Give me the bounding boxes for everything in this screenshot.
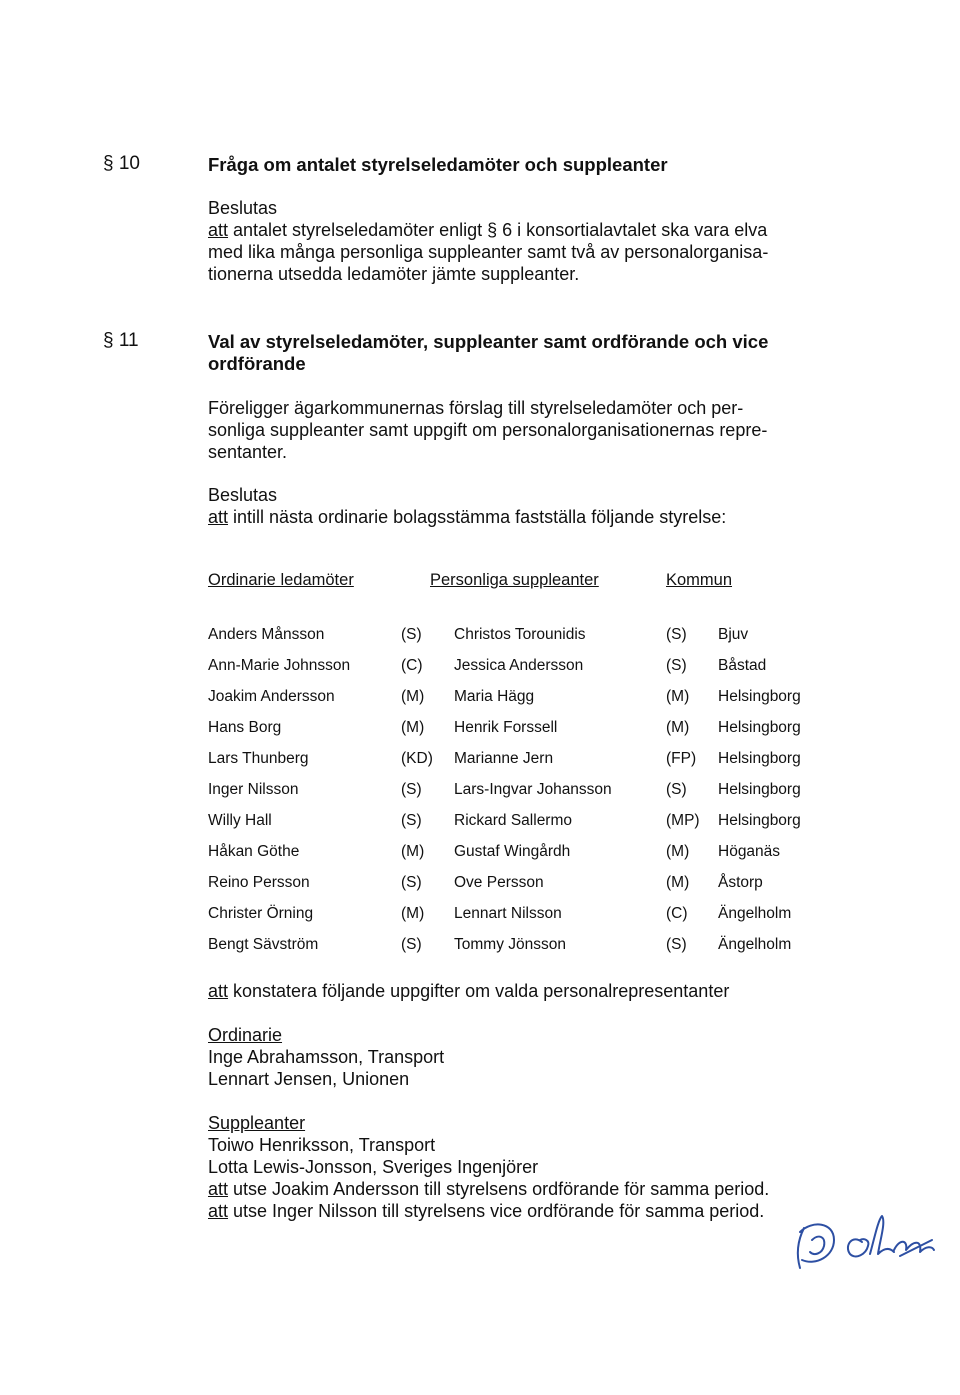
municipality: Höganäs [718,843,781,860]
deputy-party: (M) [666,874,690,891]
deputy-party: (S) [666,626,687,643]
deputy-name: Gustaf Wingårdh [454,843,571,860]
deputy-party: (M) [666,719,690,736]
municipality: Båstad [718,657,767,674]
member-name: Ann-Marie Johnsson [208,657,351,674]
table-row [0,874,960,896]
ordinarie-rep-1: Inge Abrahamsson, Transport [208,1047,445,1067]
member-name: Reino Persson [208,874,310,891]
deputy-party: (M) [666,688,690,705]
att-label: att [208,220,229,240]
table-row [0,812,960,834]
initial-mark-1 [798,1224,834,1268]
member-name: Håkan Göthe [208,843,300,860]
deputy-party: (S) [666,781,687,798]
deputy-party: (S) [666,936,687,953]
section-10-line-1: antalet styrelseledamöter enligt § 6 i konsortialavtalet ska vara elva [228,220,768,240]
suppleant-rep-1: Toiwo Henriksson, Transport [208,1135,436,1155]
deputy-party: (FP) [666,750,697,767]
table-row [0,905,960,927]
member-name: Willy Hall [208,812,272,829]
member-name: Christer Örning [208,905,314,922]
municipality: Ängelholm [718,936,792,953]
member-party: (M) [401,843,425,860]
table-row [0,657,960,679]
header-personliga-suppleanter: Personliga suppleanter [430,571,599,589]
att-label: att [208,981,229,1001]
reps-intro [208,980,729,1002]
att-label: att [208,507,229,527]
suppleant-rep-2: Lotta Lewis-Jonsson, Sveriges Ingenjörer [208,1157,539,1177]
section-10-line-3: tionerna utsedda ledamöter jämte suppleanter. [208,264,580,284]
ordinarie-rep-2: Lennart Jensen, Unionen [208,1069,410,1089]
table-row [0,626,960,648]
suppleanter-block [208,1112,769,1222]
section-11-intro-line-3: sentanter. [208,442,288,462]
deputy-party: (S) [666,657,687,674]
member-party: (S) [401,626,422,643]
section-11-intro-line-2: sonliga suppleanter samt uppgift om personalorganisationernas repre- [208,420,768,440]
deputy-name: Ove Persson [454,874,544,891]
section-10-beslutas: Beslutas [208,198,278,218]
member-name: Bengt Sävström [208,936,319,953]
deputy-name: Christos Torounidis [454,626,586,643]
section-10-line-2: med lika många personliga suppleanter samt två av personalorganisa- [208,242,769,262]
member-party: (S) [401,781,422,798]
section-11-decision-text: intill nästa ordinarie bolagsstämma fastställa följande styrelse: [228,507,727,527]
section-10-number: § 10 [103,153,140,174]
municipality: Helsingborg [718,750,801,767]
municipality: Ängelholm [718,905,792,922]
deputy-name: Lennart Nilsson [454,905,562,922]
chair-decision [208,1178,769,1200]
deputy-name: Jessica Andersson [454,657,584,674]
member-party: (S) [401,874,422,891]
section-10-title: Fråga om antalet styrelseledamöter och suppleanter [208,154,668,175]
deputy-name: Rickard Sallermo [454,812,573,829]
table-row [0,688,960,710]
header-kommun: Kommun [666,571,733,589]
att-label: att [208,1201,229,1221]
member-party: (KD) [401,750,433,767]
member-party: (C) [401,657,423,674]
deputy-name: Tommy Jönsson [454,936,566,953]
member-party: (M) [401,719,425,736]
initial-mark-2-loop [870,1216,894,1254]
att-label: att [208,1179,229,1199]
initial-mark-3 [894,1240,934,1256]
handwritten-initials [790,1210,940,1280]
section-11-title [208,331,768,375]
section-11-intro-line-1: Föreligger ägarkommunernas förslag till styrelseledamöter och per- [208,398,744,418]
table-row [0,781,960,803]
initial-mark-2 [848,1239,868,1256]
section-10-decision [208,219,768,285]
municipality: Helsingborg [718,812,801,829]
municipality: Helsingborg [718,781,801,798]
initial-mark-1-stroke [810,1237,824,1254]
deputy-name: Lars-Ingvar Johansson [454,781,612,798]
member-name: Inger Nilsson [208,781,299,798]
reps-intro-text: konstatera följande uppgifter om valda personalrepresentanter [228,981,730,1001]
vice-chair-decision [208,1200,769,1222]
deputy-name: Marianne Jern [454,750,554,767]
ordinarie-heading: Ordinarie [208,1025,283,1045]
municipality: Bjuv [718,626,749,643]
member-party: (M) [401,905,425,922]
table-row [0,843,960,865]
chair-decision-text: utse Joakim Andersson till styrelsens ordförande för samma period. [228,1179,770,1199]
municipality: Åstorp [718,874,763,891]
table-row [0,719,960,741]
section-11-intro [208,397,767,463]
municipality: Helsingborg [718,719,801,736]
deputy-party: (MP) [666,812,700,829]
table-row [0,750,960,772]
member-party: (S) [401,936,422,953]
deputy-name: Maria Hägg [454,688,535,705]
section-11-number: § 11 [103,330,139,351]
deputy-party: (C) [666,905,688,922]
municipality: Helsingborg [718,688,801,705]
vice-chair-decision-text: utse Inger Nilsson till styrelsens vice ordförande för samma period. [228,1201,765,1221]
section-11-title-line-2: ordförande [208,353,306,374]
deputy-party: (M) [666,843,690,860]
member-party: (S) [401,812,422,829]
member-name: Joakim Andersson [208,688,335,705]
section-11-beslutas: Beslutas [208,485,278,505]
suppleanter-heading: Suppleanter [208,1113,306,1133]
header-ordinarie-ledamoter: Ordinarie ledamöter [208,571,354,589]
table-row [0,936,960,958]
section-11-decision [208,506,726,528]
deputy-name: Henrik Forssell [454,719,558,736]
member-party: (M) [401,688,425,705]
member-name: Anders Månsson [208,626,325,643]
section-11-title-line-1: Val av styrelseledamöter, suppleanter samt ordförande och vice [208,331,769,352]
ordinarie-block [208,1024,444,1090]
member-name: Lars Thunberg [208,750,309,767]
member-name: Hans Borg [208,719,282,736]
